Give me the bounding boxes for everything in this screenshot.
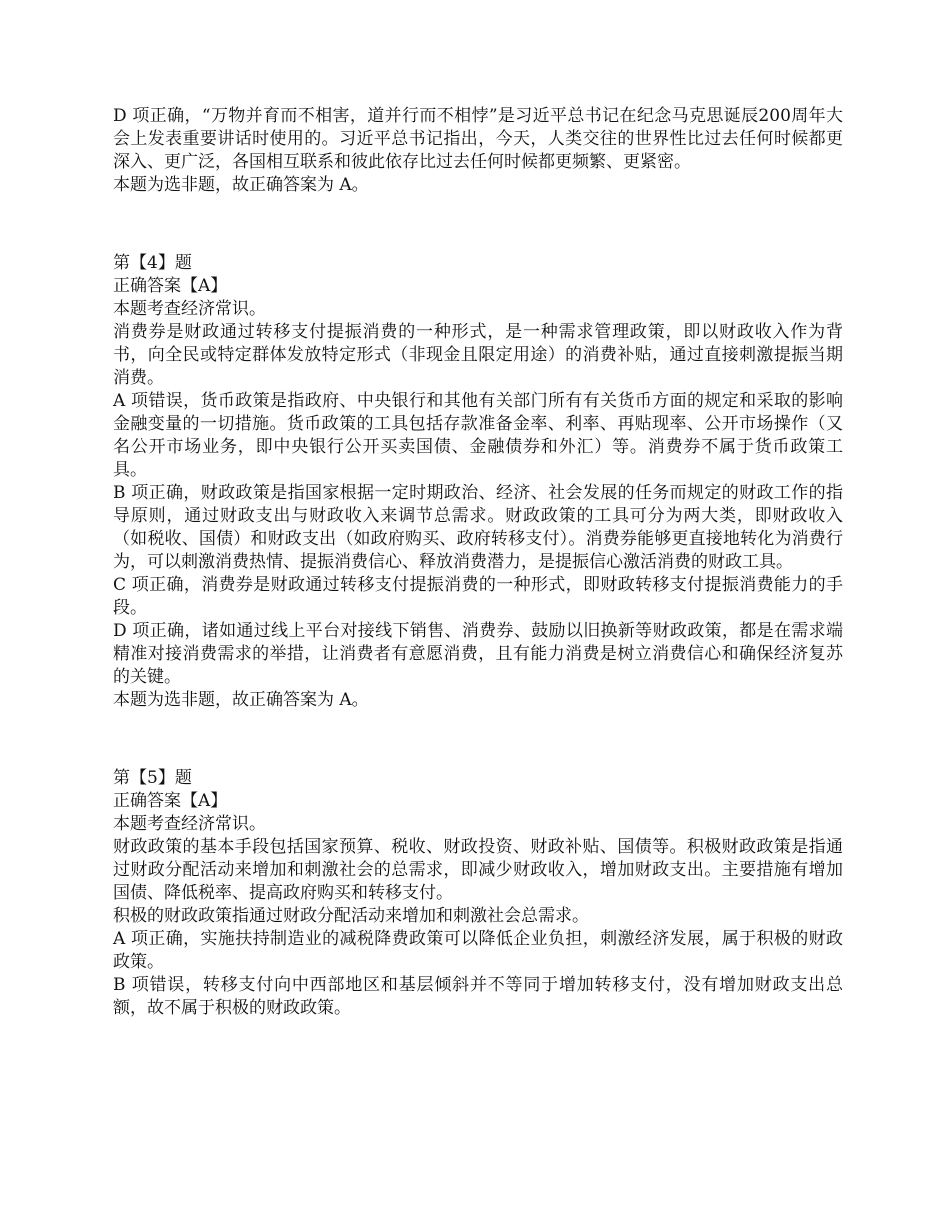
question-heading: 第【5】题: [113, 768, 192, 788]
answer-block-q4: [113, 252, 843, 712]
paragraph: B 项正确，财政政策是指国家根据一定时期政治、经济、社会发展的任务而规定的财政工作的指导原则，通过财政支出与财政收入来调节总需求。财政政策的工具可分为两大类，即财政收入（如税收、国债）和财政支出（如政府购买、政府转移支付）。消费券能够更直接地转化为消费行为，可以刺激消费热情、提振消费信心、释放消费潜力，是提振信心激活消费的财政工具。: [113, 483, 843, 572]
answer-block-q5: [113, 767, 843, 1020]
correct-answer: 正确答案【A】: [113, 276, 228, 296]
paragraph: 本题考查经济常识。: [113, 299, 266, 319]
paragraph: 积极的财政政策指通过财政分配活动来增加和刺激社会总需求。: [113, 906, 589, 926]
paragraph: 财政政策的基本手段包括国家预算、税收、财政投资、财政补贴、国债等。积极财政政策是指通过财政分配活动来增加和刺激社会的总需求，即减少财政收入，增加财政支出。主要措施有增加国债、降低税率、提高政府购买和转移支付。: [113, 837, 843, 903]
paragraph: 本题为选非题，故正确答案为 A。: [113, 175, 369, 195]
paragraph: B 项错误，转移支付向中西部地区和基层倾斜并不等同于增加转移支付，没有增加财政支出总额，故不属于积极的财政政策。: [113, 975, 843, 1018]
paragraph: 本题考查经济常识。: [113, 814, 266, 834]
paragraph: A 项正确，实施扶持制造业的减税降费政策可以降低企业负担，刺激经济发展，属于积极的财政政策。: [113, 929, 843, 972]
question-heading: 第【4】题: [113, 253, 192, 273]
document-page: [113, 105, 843, 1020]
paragraph: 消费券是财政通过转移支付提振消费的一种形式，是一种需求管理政策，即以财政收入作为背书，向全民或特定群体发放特定形式（非现金且限定用途）的消费补贴，通过直接刺激提振当期消费。: [113, 322, 843, 388]
answer-block-continued: [113, 105, 843, 197]
paragraph: C 项正确，消费券是财政通过转移支付提振消费的一种形式，即财政转移支付提振消费能力的手段。: [113, 575, 843, 618]
paragraph: D 项正确，“万物并育而不相害，道并行而不相悖”是习近平总书记在纪念马克思诞辰200周年大会上发表重要讲话时使用的。习近平总书记指出，今天，人类交往的世界性比过去任何时候都更深入、更广泛，各国相互联系和彼此依存比过去任何时候都更频繁、更紧密。: [113, 106, 843, 172]
correct-answer: 正确答案【A】: [113, 791, 228, 811]
paragraph: 本题为选非题，故正确答案为 A。: [113, 690, 369, 710]
paragraph: A 项错误，货币政策是指政府、中央银行和其他有关部门所有有关货币方面的规定和采取的影响金融变量的一切措施。货币政策的工具包括存款准备金率、利率、再贴现率、公开市场操作（又名公开市场业务，即中央银行公开买卖国债、金融债券和外汇）等。消费券不属于货币政策工具。: [113, 391, 843, 480]
paragraph: D 项正确，诸如通过线上平台对接线下销售、消费券、鼓励以旧换新等财政政策，都是在需求端精准对接消费需求的举措，让消费者有意愿消费，且有能力消费是树立消费信心和确保经济复苏的关键。: [113, 621, 843, 687]
